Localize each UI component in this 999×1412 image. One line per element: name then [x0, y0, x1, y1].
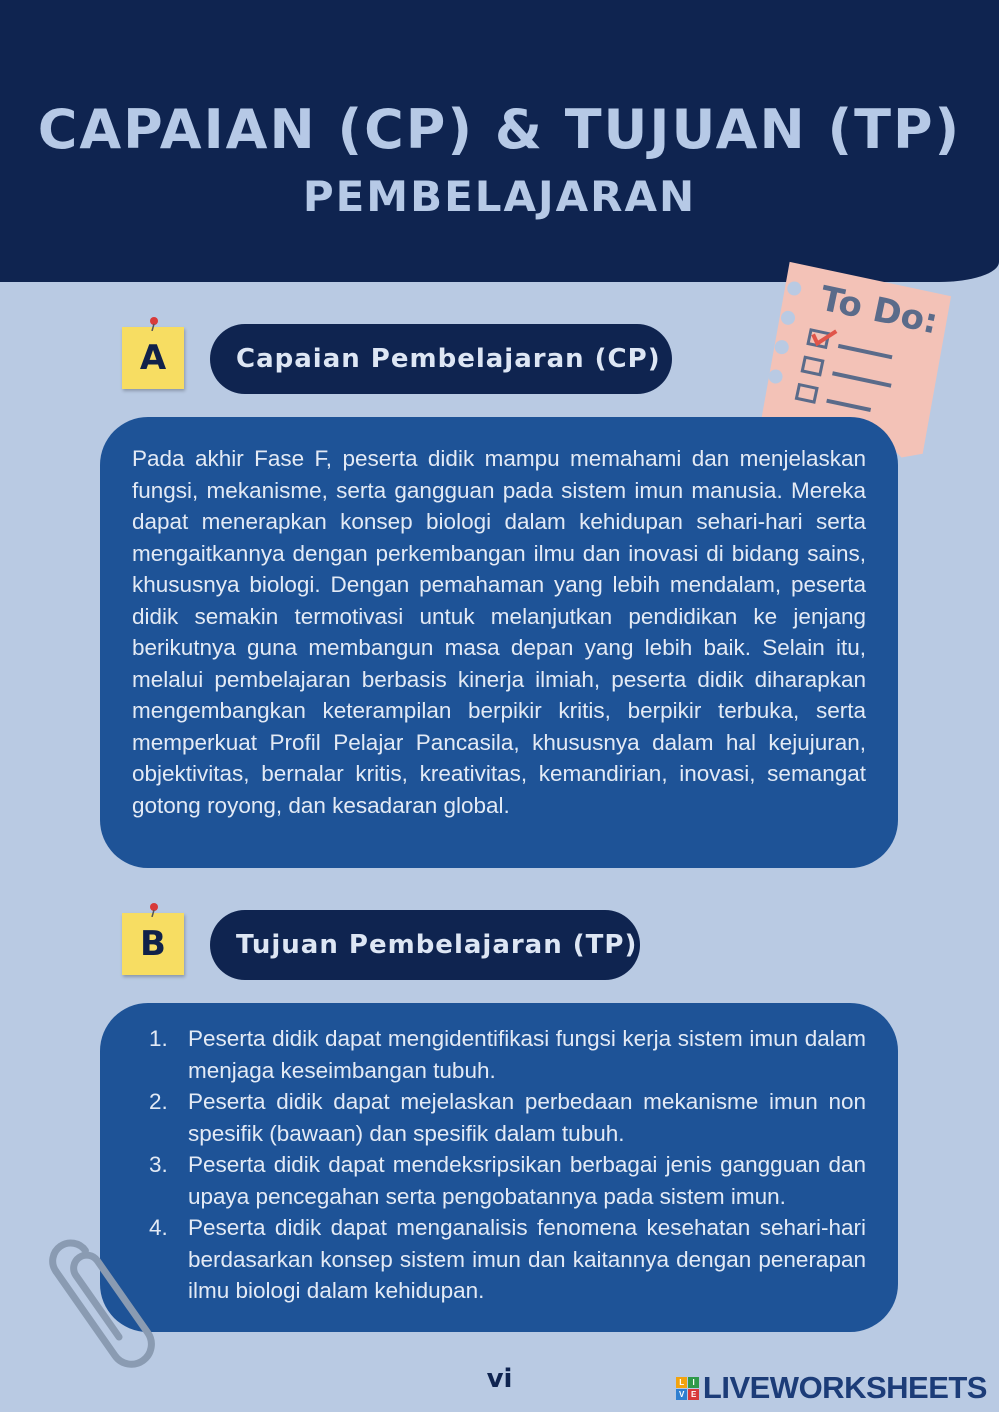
liveworksheets-icon: L I V E: [676, 1377, 699, 1400]
page-number: vi: [486, 1364, 513, 1394]
liveworksheets-text: LIVEWORKSHEETS: [702, 1370, 987, 1405]
page-header: [0, 0, 999, 282]
section-b-heading-text: Tujuan Pembelajaran (TP): [236, 930, 638, 960]
list-item-text: Peserta didik dapat mendeksripsikan berbagai jenis gangguan dan upaya pencegahan serta pengobatannya pada sistem imun.: [188, 1152, 866, 1209]
section-a-heading-text: Capaian Pembelajaran (CP): [236, 344, 661, 374]
list-item: [149, 1086, 866, 1149]
capaian-content-box: [100, 417, 898, 868]
section-a-heading: [210, 324, 672, 394]
list-item-number: 3.: [149, 1152, 168, 1177]
liveworksheets-logo: [676, 1370, 987, 1406]
list-item: [149, 1149, 866, 1212]
list-item: [149, 1023, 866, 1086]
list-item-text: Peserta didik dapat mengidentifikasi fungsi kerja sistem imun dalam menjaga keseimbangan tubuh.: [188, 1026, 866, 1083]
tujuan-list: [149, 1023, 866, 1307]
section-b-heading: [210, 910, 640, 980]
todo-note-text: To Do:: [816, 278, 942, 343]
page-subtitle: PEMBELAJARAN: [302, 172, 697, 221]
pushpin-icon: [148, 903, 160, 917]
section-b-letter: B: [140, 924, 166, 964]
capaian-paragraph: Pada akhir Fase F, peserta didik mampu memahami dan menjelaskan fungsi, mekanisme, serta gangguan pada sistem imun manusia. Mereka dapat menerapkan konsep biologi dalam kehidupan sehari-hari serta mengaitkannya dengan perkembangan ilmu dan inovasi di bidang sains, khususnya biologi. Dengan pemahaman yang lebih mendalam, peserta didik semakin termotivasi untuk melanjutkan pendidikan ke jenjang berikutnya guna membangun masa depan yang lebih baik. Selain itu, melalui pembelajaran berbasis kinerja ilmiah, peserta didik diharapkan mengembangkan keterampilan berpikir kritis, berpikir terbuka, serta memperkuat Profil Pelajar Pancasila, khususnya dalam hal kejujuran, objektivitas, bernalar kritis, kreativitas, kemandirian, inovasi, semangat gotong royong, dan kesadaran global.: [132, 446, 866, 818]
section-a-note: [122, 327, 184, 389]
pushpin-icon: [148, 317, 160, 331]
list-item-text: Peserta didik dapat menganalisis fenomena kesehatan sehari-hari berdasarkan konsep sistem imun dan kaitannya dengan penerapan ilmu biologi dalam kehidupan.: [188, 1215, 866, 1303]
section-a-letter: A: [139, 338, 167, 378]
list-item-number: 4.: [149, 1215, 168, 1240]
page-title: CAPAIAN (CP) & TUJUAN (TP): [37, 98, 962, 161]
list-item-number: 1.: [149, 1026, 168, 1051]
list-item-text: Peserta didik dapat mejelaskan perbedaan mekanisme imun non spesifik (bawaan) dan spesifik dalam tubuh.: [188, 1089, 866, 1146]
list-item: [149, 1212, 866, 1307]
list-item-number: 2.: [149, 1089, 168, 1114]
tujuan-content-box: [100, 1003, 898, 1332]
section-b-note: [122, 913, 184, 975]
